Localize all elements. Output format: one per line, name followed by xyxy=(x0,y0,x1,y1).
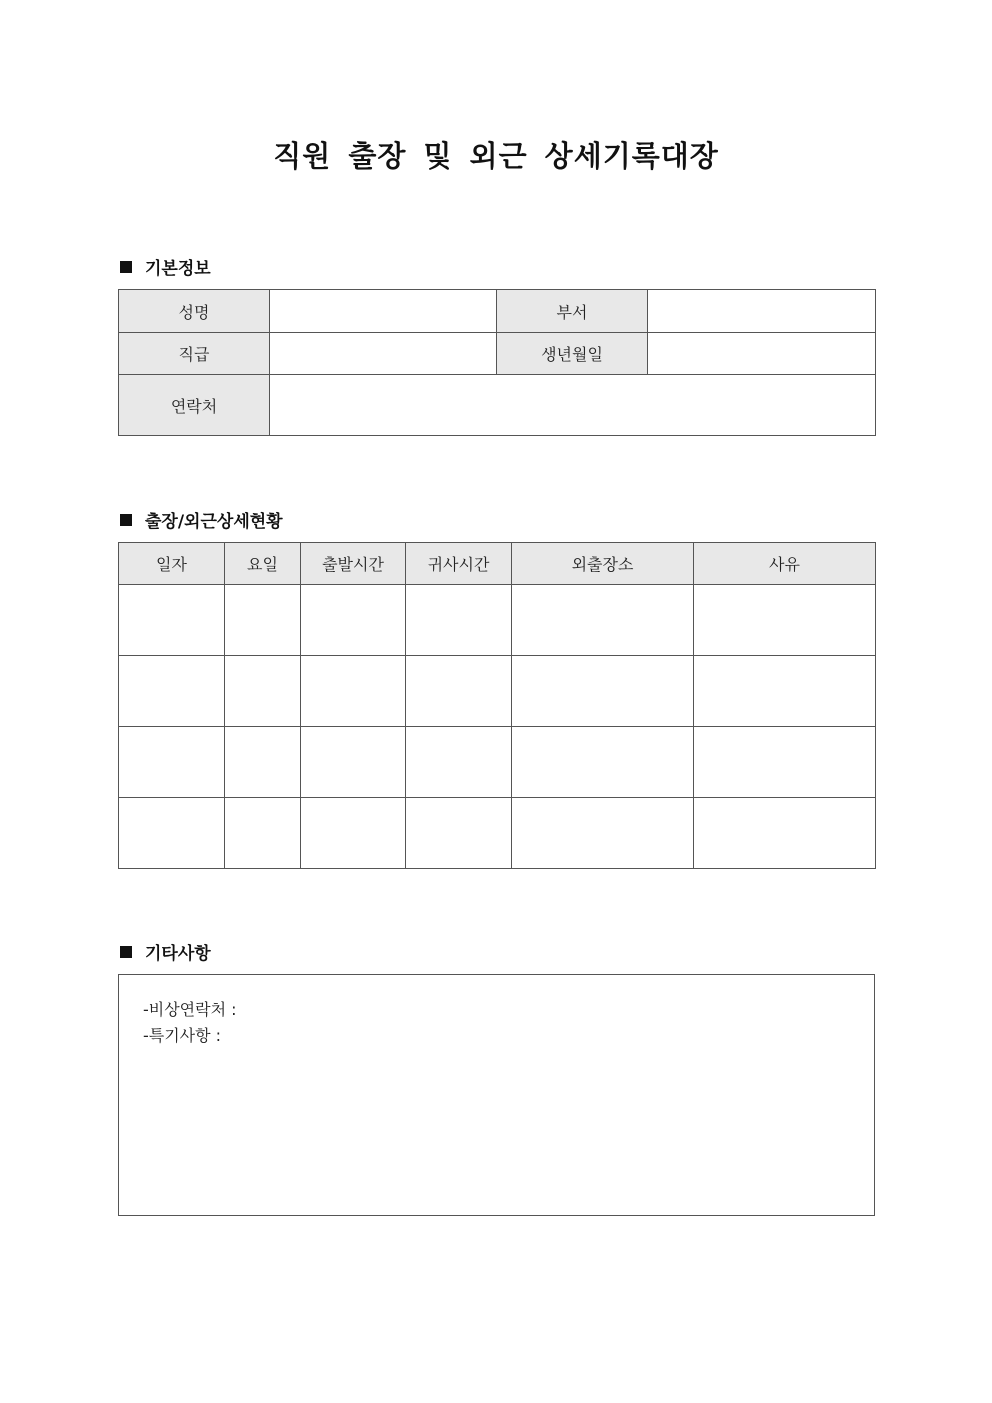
basic-info-table xyxy=(118,289,876,436)
section-heading-label: 출장/외근상세현황 xyxy=(145,512,283,532)
return-time-cell[interactable] xyxy=(406,727,512,798)
weekday-cell[interactable] xyxy=(225,798,301,869)
reason-cell[interactable] xyxy=(694,585,876,656)
return-time-cell[interactable] xyxy=(406,798,512,869)
section-heading-label: 기타사항 xyxy=(145,944,211,964)
weekday-cell[interactable] xyxy=(225,656,301,727)
location-cell[interactable] xyxy=(512,727,694,798)
column-header-date: 일자 xyxy=(119,543,225,585)
column-header-location: 외출장소 xyxy=(512,543,694,585)
date-cell[interactable] xyxy=(119,585,225,656)
return-time-cell[interactable] xyxy=(406,656,512,727)
position-field[interactable] xyxy=(270,333,497,375)
date-cell[interactable] xyxy=(119,656,225,727)
square-bullet-icon xyxy=(120,261,132,273)
reason-cell[interactable] xyxy=(694,727,876,798)
weekday-cell[interactable] xyxy=(225,585,301,656)
table-row xyxy=(119,585,876,656)
page-title: 직원 출장 및 외근 상세기록대장 xyxy=(273,139,719,173)
location-cell[interactable] xyxy=(512,798,694,869)
birthdate-label: 생년월일 xyxy=(497,333,648,375)
table-row xyxy=(119,375,876,436)
column-header-departure-time: 출발시간 xyxy=(301,543,406,585)
departure-time-cell[interactable] xyxy=(301,798,406,869)
departure-time-cell[interactable] xyxy=(301,727,406,798)
table-row xyxy=(119,798,876,869)
weekday-cell[interactable] xyxy=(225,727,301,798)
department-field[interactable] xyxy=(648,290,876,333)
date-cell[interactable] xyxy=(119,727,225,798)
notes-box[interactable] xyxy=(118,974,875,1216)
remarks-label: -특기사항 : xyxy=(143,1026,222,1045)
reason-cell[interactable] xyxy=(694,798,876,869)
reason-cell[interactable] xyxy=(694,656,876,727)
date-cell[interactable] xyxy=(119,798,225,869)
department-label: 부서 xyxy=(497,290,648,333)
section-heading-trip-details xyxy=(120,507,283,532)
column-header-return-time: 귀사시간 xyxy=(406,543,512,585)
location-cell[interactable] xyxy=(512,656,694,727)
position-label: 직급 xyxy=(119,333,270,375)
section-heading-basic-info xyxy=(120,254,211,279)
table-row xyxy=(119,290,876,333)
column-header-reason: 사유 xyxy=(694,543,876,585)
table-row xyxy=(119,656,876,727)
trip-details-table xyxy=(118,542,876,869)
section-heading-label: 기본정보 xyxy=(145,259,211,279)
departure-time-cell[interactable] xyxy=(301,656,406,727)
contact-field[interactable] xyxy=(270,375,876,436)
table-row xyxy=(119,727,876,798)
name-field[interactable] xyxy=(270,290,497,333)
name-label: 성명 xyxy=(119,290,270,333)
location-cell[interactable] xyxy=(512,585,694,656)
contact-label: 연락처 xyxy=(119,375,270,436)
table-row xyxy=(119,333,876,375)
departure-time-cell[interactable] xyxy=(301,585,406,656)
column-header-weekday: 요일 xyxy=(225,543,301,585)
section-heading-other xyxy=(120,939,211,964)
return-time-cell[interactable] xyxy=(406,585,512,656)
table-header-row xyxy=(119,543,876,585)
emergency-contact-label: -비상연락처 : xyxy=(143,1000,237,1019)
birthdate-field[interactable] xyxy=(648,333,876,375)
square-bullet-icon xyxy=(120,946,132,958)
square-bullet-icon xyxy=(120,514,132,526)
